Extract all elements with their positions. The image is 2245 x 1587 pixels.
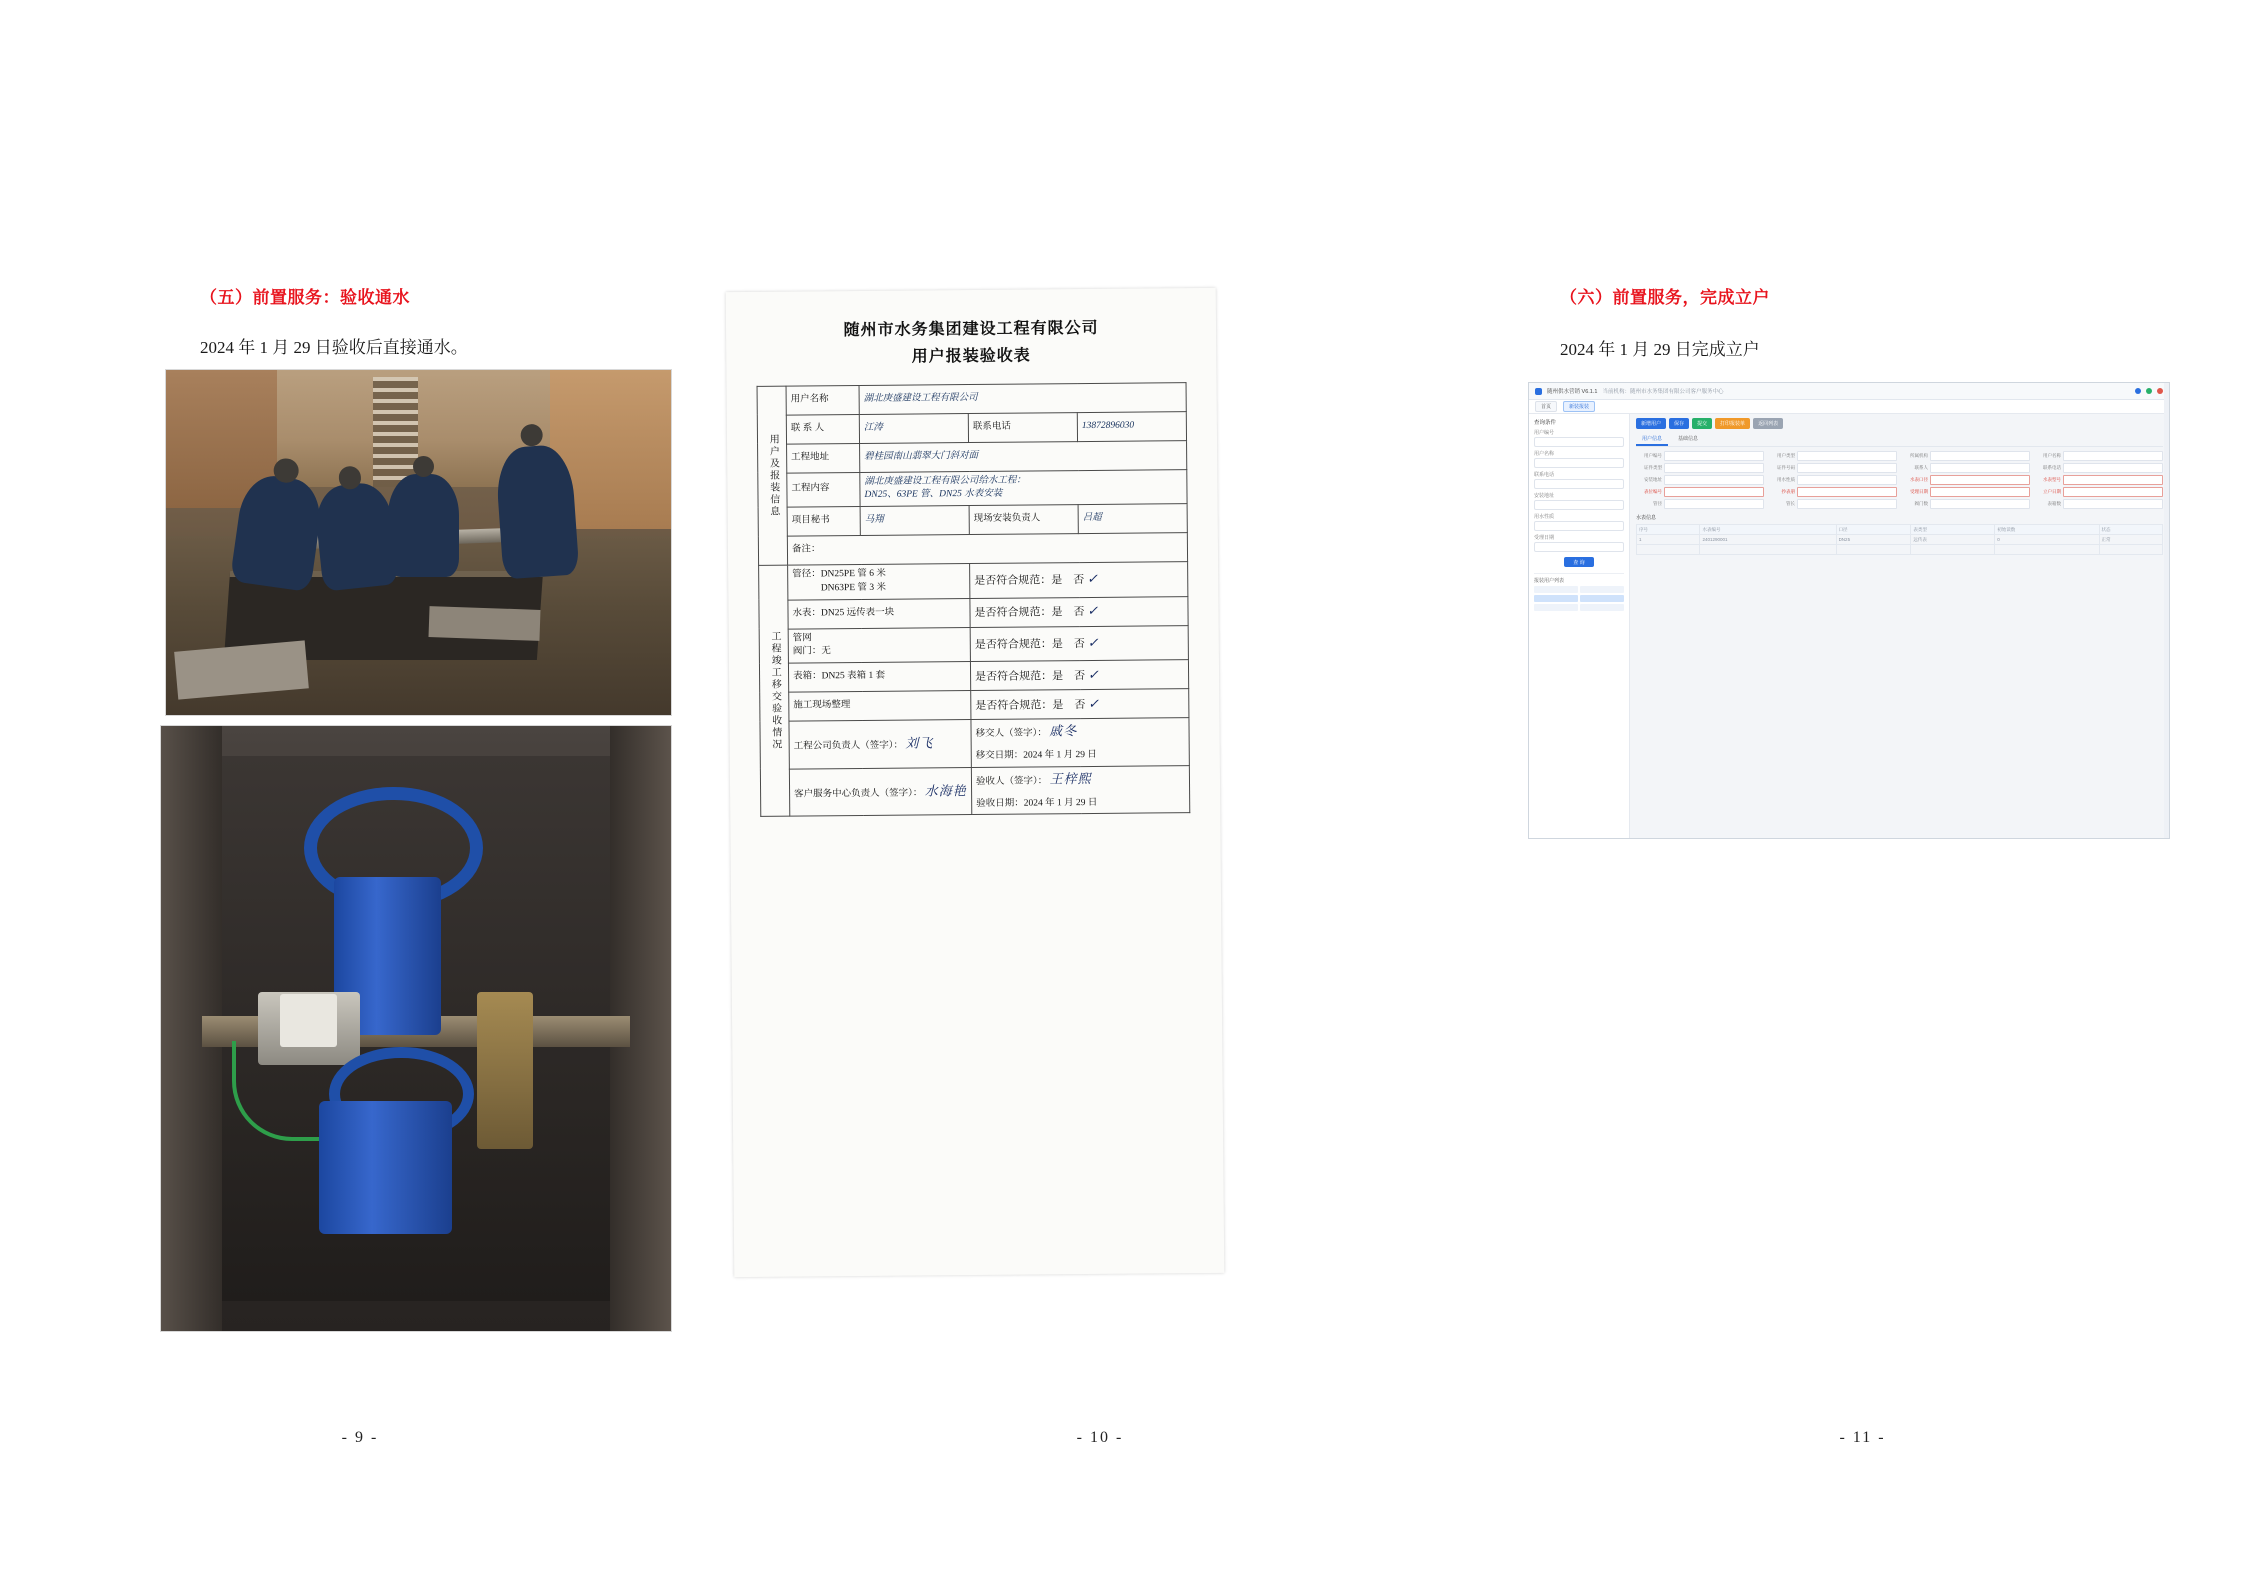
acceptance-item: 管径：DN25PE 管 6 米 DN63PE 管 3 米	[788, 564, 970, 600]
sidebar-field	[1534, 471, 1624, 489]
sidebar-field	[1534, 534, 1624, 552]
form-field	[1636, 451, 1764, 461]
field-input[interactable]	[1797, 475, 1897, 485]
page-number: - 10 -	[1076, 1429, 1124, 1446]
table-row	[760, 689, 1189, 722]
back-to-list-button[interactable]: 返回列表	[1753, 418, 1783, 429]
column-initial-reading: 初始读数	[1995, 525, 2099, 535]
column-meter-no: 水表编号	[1700, 525, 1836, 535]
meter-table	[1636, 524, 2163, 555]
field-input[interactable]	[2063, 475, 2163, 485]
sidebar-field	[1534, 450, 1624, 468]
field-input[interactable]	[1664, 499, 1764, 509]
form-field	[2035, 463, 2163, 473]
app-logo-icon	[1535, 388, 1542, 395]
photo-valve-chamber	[160, 725, 672, 1332]
field-label: 受理日期	[1534, 535, 1555, 541]
field-label: 立户日期	[2043, 489, 2061, 494]
add-user-button[interactable]: 新增用户	[1636, 418, 1666, 429]
field-input[interactable]	[1797, 463, 1897, 473]
sidebar-field	[1534, 429, 1624, 447]
field-label: 联系电话	[2043, 465, 2061, 470]
column-status: 状态	[2099, 525, 2162, 535]
section-five-heading: （五）前置服务：验收通水	[200, 288, 410, 307]
field-input[interactable]	[2063, 499, 2163, 509]
field-label: 抄表册	[1781, 489, 1795, 494]
column-index: 序号	[1637, 525, 1700, 535]
sidebar-field	[1534, 492, 1624, 510]
sidebar-title: 查询条件	[1534, 420, 1557, 426]
save-button[interactable]: 保存	[1669, 418, 1689, 429]
cell-meter-no: 2401290001	[1700, 535, 1836, 545]
app-tab-bar	[1529, 400, 2169, 414]
field-label: 安装地址	[1534, 493, 1555, 499]
field-label: 证件号码	[1777, 465, 1795, 470]
form-field	[2035, 475, 2163, 485]
table-row	[758, 533, 1187, 566]
field-value: 湖北庚盛建设工程有限公司	[859, 382, 1186, 414]
field-label: 管长	[1786, 501, 1795, 506]
app-window-title: 随州供水营销 V6.1.1	[1547, 389, 1598, 395]
acceptance-item: 表箱：DN25 表箱 1 套	[788, 662, 970, 693]
photo-worker	[388, 474, 459, 578]
field-input[interactable]	[1930, 463, 2030, 473]
form-field	[1636, 475, 1764, 485]
field-value: 吕超	[1078, 504, 1187, 534]
form-field	[1902, 487, 2030, 497]
app-body	[1529, 414, 2169, 839]
tab-basic-info[interactable]: 基础信息	[1678, 436, 1699, 442]
field-input[interactable]	[1664, 463, 1764, 473]
form-field	[1902, 451, 2030, 461]
vertical-scrollbar[interactable]	[2164, 383, 2169, 838]
page-9	[0, 0, 720, 1587]
field-value: 碧桂园南山翡翠大门斜对面	[860, 440, 1187, 472]
main-tabs	[1636, 433, 2163, 447]
field-label: 工程内容	[787, 472, 860, 507]
form-field	[2035, 451, 2163, 461]
signature-label: 移交人（签字）：	[975, 728, 1047, 740]
field-input[interactable]	[1797, 499, 1897, 509]
app-main-panel	[1630, 414, 2169, 839]
acceptance-check: ✓	[1087, 603, 1100, 619]
field-label: 工程地址	[787, 443, 860, 473]
field-label: 表位编号	[1644, 489, 1662, 494]
tab-home[interactable]: 首页	[1535, 401, 1557, 412]
photo-slab-right	[428, 606, 540, 641]
close-icon[interactable]	[2157, 388, 2163, 394]
acceptance-question: 是否符合规范：是 否	[975, 669, 1086, 683]
acceptance-check: ✓	[1087, 634, 1100, 650]
form-field	[1636, 499, 1764, 509]
table-row	[759, 660, 1188, 693]
field-label: 水表型号	[2043, 477, 2061, 482]
field-input[interactable]	[1664, 451, 1764, 461]
field-label: 安装地址	[1644, 477, 1662, 482]
field-input[interactable]	[1930, 475, 2030, 485]
table-row	[759, 596, 1188, 629]
scanned-form	[726, 288, 1225, 1277]
section-five-paragraph: 2024 年 1 月 29 日验收后直接通水。	[200, 338, 468, 357]
field-label: 用户名称	[786, 385, 859, 415]
meter-section-title: 水表信息	[1636, 515, 1657, 521]
photo-worker-head	[413, 456, 434, 477]
form-side-label-bottom: 工程竣工移交验收情况	[759, 565, 790, 817]
field-label: 联系电话	[968, 412, 1077, 442]
field-label: 用户类型	[1777, 453, 1795, 458]
form-field	[2035, 499, 2163, 509]
field-label: 联系人	[1914, 465, 1928, 470]
column-caliber: 口径	[1836, 525, 1911, 535]
acceptance-item: 水表：DN25 远传表一块	[788, 598, 970, 629]
form-company-name: 随州市水务集团建设工程有限公司	[843, 319, 1099, 340]
photo-brass-valve	[477, 992, 533, 1149]
page-10	[720, 0, 1480, 1587]
list-item[interactable]	[1534, 604, 1624, 611]
column-meter-type: 表类型	[1911, 525, 1995, 535]
photo-valve-body	[319, 1101, 452, 1234]
address-input[interactable]	[1534, 500, 1624, 510]
signature-label: 验收人（签字）：	[975, 776, 1048, 787]
field-label: 水表口径	[1910, 477, 1928, 482]
acceptance-question: 是否符合规范：是 否	[975, 698, 1086, 712]
field-label: 用户名称	[2043, 453, 2061, 458]
page-number: - 11 -	[1839, 1429, 1886, 1446]
list-header-row	[1534, 586, 1624, 593]
field-label: 联系电话	[1534, 472, 1555, 478]
field-label: 证件类型	[1644, 465, 1662, 470]
field-label: 表箱数	[2047, 501, 2061, 506]
cell-user-code	[1534, 595, 1578, 602]
signature-value: 王梓熙	[1049, 770, 1092, 787]
field-label: 所属机构	[1910, 453, 1928, 458]
field-label: 备注：	[787, 533, 1187, 565]
acceptance-check: ✓	[1087, 695, 1101, 711]
field-label: 用水性质	[1534, 514, 1555, 520]
photo-worker-head	[337, 465, 362, 490]
field-label: 用户名称	[1534, 451, 1555, 457]
accept-date-input[interactable]	[1534, 542, 1624, 552]
table-row	[760, 718, 1189, 769]
phone-input[interactable]	[1534, 479, 1624, 489]
field-input[interactable]	[1930, 499, 2030, 509]
form-field	[2035, 487, 2163, 497]
water-type-select[interactable]	[1534, 521, 1624, 531]
field-input[interactable]	[1930, 487, 2030, 497]
section-six-heading: （六）前置服务，完成立户	[1560, 288, 1770, 307]
form-side-label-top: 用户及报装信息	[757, 386, 788, 566]
application-screenshot	[1528, 382, 2170, 839]
form-title: 用户报装验收表	[911, 347, 1031, 366]
acceptance-question: 是否符合规范：是 否	[974, 637, 1085, 651]
cell-index: 1	[1637, 535, 1700, 545]
minimize-icon[interactable]	[2135, 388, 2141, 394]
table-row	[757, 382, 1186, 415]
photo-water-meter-face	[280, 994, 337, 1048]
form-table	[757, 382, 1191, 818]
form-field	[1769, 499, 1897, 509]
cell-user-code	[1534, 604, 1578, 611]
field-input[interactable]	[2063, 463, 2163, 473]
field-input[interactable]	[1797, 451, 1897, 461]
cell-status: 正常	[2099, 535, 2162, 545]
table-row	[758, 440, 1187, 473]
user-code-input[interactable]	[1534, 437, 1624, 447]
user-info-form	[1636, 451, 2163, 509]
form-field	[1636, 487, 1764, 497]
acceptance-item: 施工现场整理	[789, 691, 971, 722]
cell-caliber: DN25	[1836, 535, 1911, 545]
signature-label: 工程公司负责人（签字）：	[793, 740, 903, 752]
table-row	[757, 411, 1186, 444]
signature-label: 客户服务中心负责人（签字）：	[794, 788, 923, 800]
user-name-input[interactable]	[1534, 458, 1624, 468]
tab-user-info[interactable]: 用户信息	[1636, 433, 1668, 446]
field-label: 用水性质	[1777, 477, 1795, 482]
submit-button[interactable]: 提交	[1692, 418, 1712, 429]
photo-worker-head	[272, 457, 299, 484]
field-label: 受理日期	[1910, 489, 1928, 494]
cell-meter-type: 远传表	[1911, 535, 1995, 545]
acceptance-question: 是否符合规范：是 否	[974, 606, 1085, 620]
form-field	[1769, 475, 1897, 485]
field-label: 现场安装负责人	[969, 505, 1078, 535]
sidebar-field	[1534, 513, 1624, 531]
page-number: - 9 -	[341, 1429, 379, 1446]
form-field	[1902, 463, 2030, 473]
field-label: 用户编号	[1644, 453, 1662, 458]
acceptance-item: 管网 阀门：无	[788, 627, 970, 663]
field-value: 13872896030	[1077, 411, 1186, 441]
column-user-name	[1580, 586, 1624, 593]
acceptance-check: ✓	[1087, 666, 1100, 682]
cell-user-name	[1580, 604, 1624, 611]
list-item[interactable]	[1534, 595, 1624, 602]
table-row	[759, 562, 1188, 600]
photo-trench-acceptance	[165, 369, 672, 716]
cell-user-name	[1580, 595, 1624, 602]
field-input[interactable]	[2063, 451, 2163, 461]
app-sidebar	[1529, 414, 1630, 839]
table-row	[758, 469, 1187, 507]
field-input[interactable]	[1930, 451, 2030, 461]
signature-value: 水海艳	[924, 782, 967, 799]
table-header-row	[1637, 525, 2163, 535]
acceptance-question: 是否符合规范：是 否	[974, 574, 1085, 588]
photo-worker	[312, 480, 398, 591]
field-label: 管径	[1653, 501, 1662, 506]
field-label: 联 系 人	[786, 414, 859, 444]
photo-ladder	[373, 377, 418, 487]
field-label: 用户编号	[1534, 430, 1555, 436]
form-field	[1636, 463, 1764, 473]
acceptance-check: ✓	[1086, 571, 1099, 587]
table-row	[758, 504, 1187, 537]
field-input[interactable]	[1664, 475, 1764, 485]
field-input[interactable]	[1797, 487, 1897, 497]
form-field	[1769, 487, 1897, 497]
field-label: 阀门数	[1914, 501, 1928, 506]
field-input[interactable]	[2063, 487, 2163, 497]
sidebar-list-header: 报装用户列表	[1534, 573, 1624, 584]
form-field	[1902, 475, 2030, 485]
signature-value: 戚冬	[1049, 723, 1078, 739]
field-input[interactable]	[1664, 487, 1764, 497]
tab-new-installation[interactable]: 新装报装	[1563, 401, 1595, 412]
table-row[interactable]	[1637, 545, 2163, 555]
table-row	[760, 765, 1189, 816]
field-value: 江涛	[859, 413, 968, 443]
toolbar	[1636, 418, 2163, 429]
table-row	[759, 625, 1188, 663]
search-button[interactable]: 查 询	[1564, 557, 1594, 567]
field-value: 湖北庚盛建设工程有限公司给水工程： DN25、63PE 管、DN25 水表安装	[860, 469, 1187, 506]
page-11	[1480, 0, 2245, 1587]
section-six-paragraph: 2024 年 1 月 29 日完成立户	[1560, 340, 1760, 359]
cell-initial-reading: 0	[1995, 535, 2099, 545]
form-field	[1902, 499, 2030, 509]
form-field	[1769, 463, 1897, 473]
maximize-icon[interactable]	[2146, 388, 2152, 394]
field-label: 项目秘书	[787, 507, 860, 537]
field-value: 马翔	[860, 506, 969, 536]
table-row[interactable]	[1637, 535, 2163, 545]
signature-value: 刘飞	[905, 735, 934, 751]
column-user-code	[1534, 586, 1578, 593]
form-field	[1769, 451, 1897, 461]
signature-date: 移交日期：2024 年 1 月 29 日	[975, 749, 1097, 762]
app-title-bar	[1529, 383, 2169, 400]
signature-date: 验收日期：2024 年 1 月 29 日	[976, 797, 1098, 809]
print-button[interactable]: 打印报装单	[1715, 418, 1750, 429]
app-window-subtitle: 当前机构：随州市水务集团有限公司客户服务中心	[1602, 389, 1724, 395]
